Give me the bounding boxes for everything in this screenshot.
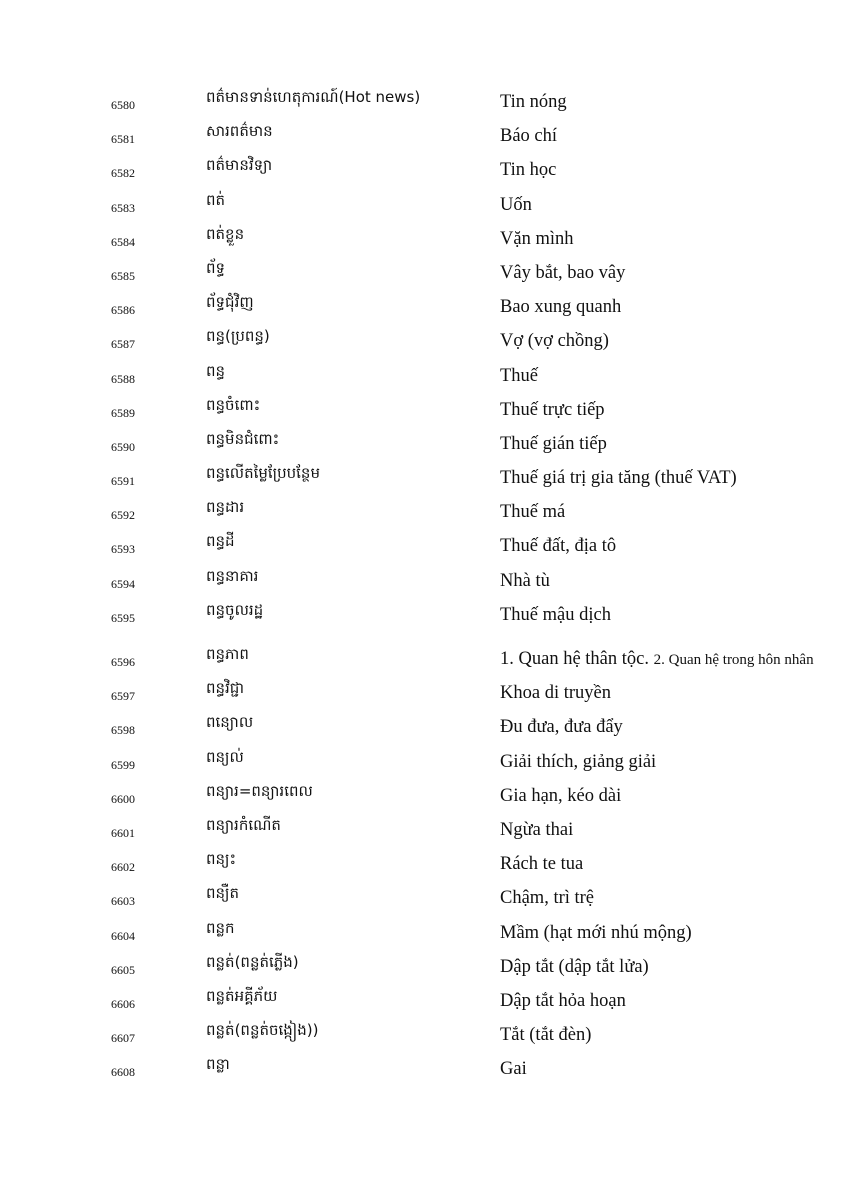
- vietnamese-translation: Vây bắt, bao vây: [500, 262, 626, 283]
- entry-number: 6592: [111, 508, 135, 523]
- entry-row: [0, 917, 848, 951]
- entry-row: [0, 120, 848, 154]
- entry-row: [0, 325, 848, 359]
- entry-number: 6594: [111, 576, 135, 591]
- khmer-term: ពន្យល់: [206, 747, 244, 766]
- entry-row: [0, 780, 848, 814]
- vietnamese-translation: Ngừa thai: [500, 819, 574, 840]
- entry-row: [0, 565, 848, 599]
- vietnamese-translation: Tin học: [500, 160, 557, 181]
- khmer-term: ពន្យះ: [206, 850, 237, 869]
- vietnamese-translation: Rách te tua: [500, 854, 584, 875]
- khmer-term: ពន្ធមិនជំពោះ: [206, 429, 280, 448]
- khmer-term: ពន្ធចូលរដ្ឋ: [206, 600, 264, 619]
- entry-number: 6608: [111, 1065, 135, 1080]
- entry-row: [0, 189, 848, 223]
- entry-row: [0, 599, 848, 633]
- vietnamese-translation: Gai: [500, 1059, 527, 1080]
- entry-number: 6605: [111, 962, 135, 977]
- vietnamese-translation: Thuế mậu dịch: [500, 604, 611, 625]
- entry-number: 6595: [111, 610, 135, 625]
- entry-number: 6597: [111, 689, 135, 704]
- entry-row: [0, 530, 848, 564]
- entry-number: 6588: [111, 371, 135, 386]
- vietnamese-translation: Báo chí: [500, 126, 558, 147]
- entry-row: [0, 677, 848, 711]
- entry-row: [0, 951, 848, 985]
- khmer-term: ពន្ធ(ប្រពន្ធ): [206, 327, 270, 346]
- khmer-term: ពន្លក: [206, 918, 235, 937]
- entry-number: 6584: [111, 234, 135, 249]
- khmer-term: ពន្លត់អគ្គីភ័យ: [206, 986, 278, 1005]
- khmer-term: ពន្លត់(ពន្លត់ភ្លើង): [206, 952, 299, 971]
- entry-row: [0, 257, 848, 291]
- vietnamese-translation: Thuế má: [500, 502, 566, 523]
- entry-number: 6598: [111, 723, 135, 738]
- vietnamese-translation: Uốn: [500, 194, 532, 215]
- entry-list: [0, 86, 848, 1087]
- vietnamese-translation: Tắt (tắt đèn): [500, 1025, 592, 1046]
- entry-number: 6601: [111, 825, 135, 840]
- entry-number: 6583: [111, 200, 135, 215]
- entry-number: 6590: [111, 439, 135, 454]
- khmer-term: ពន្លត់(ពន្លត់ចង្កៀង)): [206, 1021, 319, 1040]
- entry-row: [0, 86, 848, 120]
- vietnamese-translation: Khoa di truyền: [500, 683, 611, 704]
- entry-row: [0, 1053, 848, 1087]
- khmer-term: ពន្ធដារ: [206, 498, 245, 517]
- vietnamese-translation: Chậm, trì trệ: [500, 888, 595, 909]
- entry-number: 6596: [111, 655, 135, 669]
- khmer-term: សារពត៌មាន: [206, 122, 273, 141]
- entry-number: 6585: [111, 268, 135, 283]
- entry-row: [0, 291, 848, 325]
- vietnamese-translation: Thuế đất, địa tô: [500, 536, 617, 557]
- khmer-term: ពន្ធលើតម្លៃប្រែបន្ថែម: [206, 464, 320, 483]
- khmer-term: ពត៌មានវិទ្យា: [206, 156, 273, 175]
- khmer-term: ព័ទ្ធជុំវិញ: [206, 293, 254, 312]
- vietnamese-translation: Vợ (vợ chồng): [500, 331, 609, 352]
- entry-row: [0, 394, 848, 428]
- vietnamese-translation: Nhà tù: [500, 570, 550, 591]
- entry-number: 6581: [111, 132, 135, 147]
- entry-number: 6604: [111, 928, 135, 943]
- khmer-term: ពន្ធនាគារ: [206, 566, 259, 585]
- entry-number: 6603: [111, 894, 135, 909]
- entry-number: 6586: [111, 303, 135, 318]
- vietnamese-translation: Vặn mình: [500, 228, 574, 249]
- vietnamese-translation: Bao xung quanh: [500, 297, 622, 318]
- vietnamese-translation: Thuế trực tiếp: [500, 399, 605, 420]
- entry-number: 6593: [111, 542, 135, 557]
- translation-part-2: 2. Quan hệ trong hôn nhân: [653, 652, 814, 668]
- khmer-term: ពន្ធភាព: [206, 645, 249, 663]
- entry-number: 6587: [111, 337, 135, 352]
- khmer-term: ពន្ធដី: [206, 532, 235, 551]
- entry-row: [0, 154, 848, 188]
- vietnamese-translation: Thuế: [500, 365, 539, 386]
- entry-number: 6606: [111, 996, 135, 1011]
- entry-row: [0, 1019, 848, 1053]
- entry-number: 6589: [111, 405, 135, 420]
- translation-part-1: 1. Quan hệ thân tộc.: [500, 649, 649, 669]
- entry-row: [0, 985, 848, 1019]
- entry-row: [0, 711, 848, 745]
- khmer-term: ពន្លា: [206, 1055, 230, 1074]
- khmer-term: ពន្យោល: [206, 713, 254, 732]
- vietnamese-translation: Gia hạn, kéo dài: [500, 785, 622, 806]
- entry-number: 6591: [111, 474, 135, 489]
- vietnamese-translation: Mầm (hạt mới nhú mộng): [500, 922, 692, 943]
- entry-number: 6582: [111, 166, 135, 181]
- entry-row: [0, 814, 848, 848]
- vietnamese-translation: Tin nóng: [500, 92, 567, 112]
- khmer-term: ពន្ធវិជ្ជា: [206, 679, 245, 698]
- entry-row: [0, 360, 848, 394]
- vietnamese-translation: Thuế gián tiếp: [500, 433, 607, 454]
- entry-row: [0, 496, 848, 530]
- khmer-term: ពន្យារ=ពន្យារពេល: [206, 781, 313, 800]
- entry-number: 6602: [111, 860, 135, 875]
- khmer-term: ពន្យឺត: [206, 884, 240, 903]
- entry-number: 6607: [111, 1031, 135, 1046]
- khmer-term: ពត់ខ្លួន: [206, 224, 245, 243]
- vietnamese-translation: Dập tắt hỏa hoạn: [500, 990, 626, 1011]
- entry-row: [0, 848, 848, 882]
- entry-row: [0, 428, 848, 462]
- entry-row: [0, 882, 848, 916]
- entry-row: [0, 643, 848, 677]
- khmer-term: ព័ទ្ធ: [206, 258, 226, 277]
- khmer-term: ពត៌មានទាន់ហេតុការណ៍(Hot news): [206, 88, 421, 106]
- entry-number: 6599: [111, 757, 135, 772]
- khmer-term: ពត់: [206, 190, 226, 209]
- khmer-term: ពន្យារកំណើត: [206, 815, 281, 834]
- entry-number: 6580: [111, 98, 135, 112]
- entry-row: [0, 462, 848, 496]
- vietnamese-translation: Giải thích, giảng giải: [500, 751, 657, 772]
- khmer-term: ពន្ធចំពោះ: [206, 395, 261, 414]
- entry-row: [0, 223, 848, 257]
- vietnamese-translation: Đu đưa, đưa đẩy: [500, 717, 623, 738]
- entry-row: [0, 746, 848, 780]
- entry-number: 6600: [111, 791, 135, 806]
- vietnamese-translation: Dập tắt (dập tắt lửa): [500, 956, 649, 977]
- vietnamese-translation: [500, 649, 814, 670]
- khmer-term: ពន្ធ: [206, 361, 226, 380]
- vietnamese-translation: Thuế giá trị gia tăng (thuế VAT): [500, 468, 737, 489]
